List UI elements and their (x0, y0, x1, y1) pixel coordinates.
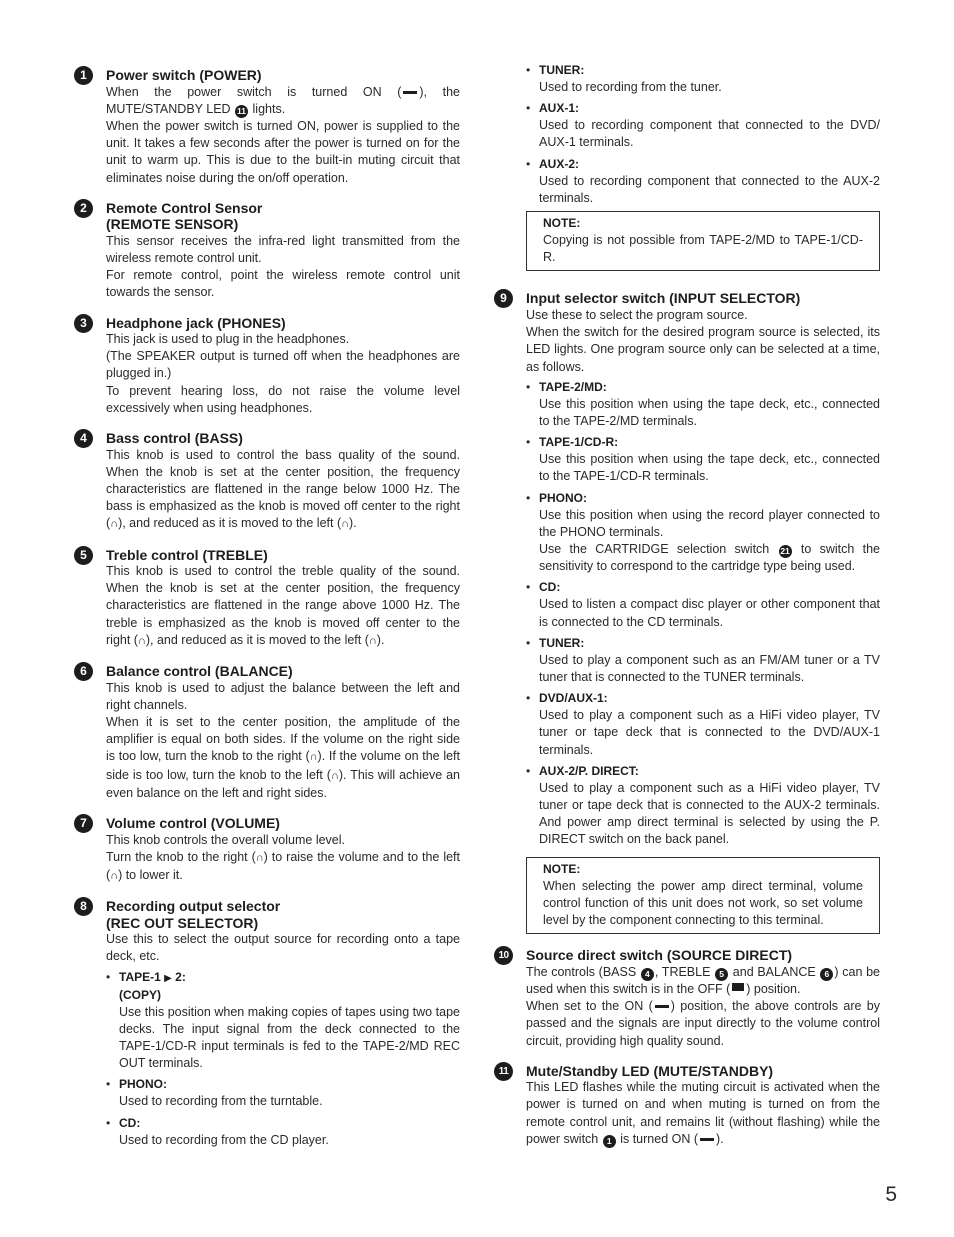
bullet-text: Used to recording from the turntable. (119, 1094, 323, 1109)
bullet-text: Use this position when using the tape deck, etc., connected to the TAPE-1/CD-R terminals. (539, 452, 880, 484)
list-item (106, 969, 460, 1073)
knob-left-icon: ∩ (330, 769, 339, 782)
paragraph: This knob controls the overall volume level. (106, 832, 346, 847)
knob-right-icon: ∩ (255, 851, 264, 864)
item-treble-control (74, 542, 460, 651)
list-item (526, 490, 880, 576)
item-number-badge: 3 (74, 314, 93, 333)
item-power-switch (74, 62, 460, 187)
item-title: Balance control (BALANCE) (106, 663, 293, 680)
paragraph: This knob is used to control the bass quality of the sound. When the knob is set at the center position, the frequency characteristics are flattened in the range below 1000 Hz. The bass is emphasized as the knob is moved off center to the right (∩), and reduced as it is moved to the left (∩). (106, 447, 460, 531)
bullet-label: • AUX-1: (539, 101, 580, 116)
paragraph: When set to the ON ( ) position, the above controls are by passed and the signals are input directly to the volume control circuit, providing high quality sound. (526, 999, 880, 1048)
paragraph: When it is set to the center position, the amplitude of the amplifier is equal on both sides. If the volume on the right side is too low, turn the knob to the right (∩). If the volume on the left side is too low, turn the knob to the left (∩). This will achieve an even balance on the left and right sides. (106, 714, 460, 800)
bullet-text: Use this position when making copies of tapes using two tape decks. The input signal from the deck connected to the TAPE-1/CD-R input terminals is fed to the TAPE-2/MD REC OUT terminals. (119, 1004, 460, 1071)
bullet-text: Used to listen a compact disc player or other component that is connected to the CD terminals. (539, 597, 880, 629)
item-number-badge: 10 (494, 946, 513, 965)
paragraph: This knob is used to control the treble quality of the sound. When the knob is set at the center position, the frequency characteristics are flattened in the range above 1000 Hz. The treble is emphasized as the knob is moved off center to the right (∩), and reduced as it is moved to the left (∩). (106, 564, 460, 647)
note-text: Copying is not possible from TAPE-2/MD to TAPE-1/CD-R. (543, 233, 863, 265)
bullet-label: • AUX-2/P. DIRECT: (539, 763, 639, 778)
item-number-badge: 1 (74, 66, 93, 85)
arrow-right-icon: ▶ (164, 972, 172, 984)
note-box (526, 211, 880, 271)
knob-right-icon: ∩ (110, 518, 119, 531)
reference-number-badge: 21 (780, 545, 790, 556)
bullet-text: Used to play a component such as a HiFi video player, TV tuner or tape deck that is connected to the AUX-2 terminals. And power amp direct terminal is selected by using the P. DIRECT switch on the back panel. (539, 780, 880, 847)
switch-on-symbol-icon (655, 1002, 669, 1008)
item-title: Bass control (BASS) (106, 430, 243, 447)
knob-right-icon: ∩ (137, 634, 146, 647)
bullet-text: Used to play a component such as a HiFi video player, TV tuner or tape deck that is connected to the DVD/AUX-1 terminals. (539, 708, 880, 757)
list-item (526, 690, 880, 759)
bullet-label: • TAPE-1 ▶ 2: (119, 969, 186, 984)
paragraph: To prevent hearing loss, do not raise the volume level excessively when using headphones. (106, 383, 460, 415)
paragraph: For remote control, point the wireless remote control unit towards the sensor. (106, 268, 460, 300)
item-number-badge: 4 (74, 429, 93, 448)
item-title: Volume control (VOLUME) (106, 815, 280, 831)
reference-number-badge: 11 (237, 105, 247, 116)
bullet-text: Used to recording from the tuner. (539, 80, 722, 94)
note-box (526, 857, 880, 935)
item-input-selector (494, 285, 880, 934)
paragraph: The controls (BASS 4 , TREBLE 5 and BALANCE 6 ) can be used when this switch is in the OFF ( ) position. (526, 964, 880, 996)
note-label: NOTE: (543, 216, 581, 231)
knob-left-icon: ∩ (341, 518, 350, 531)
knob-left-icon: ∩ (368, 634, 377, 647)
item-title: Remote Control Sensor (106, 199, 263, 216)
item-source-direct (494, 942, 880, 1050)
right-column (494, 62, 880, 1156)
paragraph: Use these to select the program source. (526, 307, 748, 322)
bullet-label: • TUNER: (539, 63, 585, 77)
left-column (74, 62, 460, 1157)
paragraph: This LED flashes while the muting circuit is activated when the power is turned on and when muting is turned on from the remote control unit, and remains lit (without flashing) while the power switch 1 is turned ON ( ). (526, 1080, 880, 1146)
item-title: Recording output selector (106, 898, 281, 915)
item-rec-out-selector (74, 893, 460, 1149)
list-item (526, 100, 880, 151)
item-balance-control (74, 658, 460, 802)
list-item (526, 763, 880, 849)
paragraph: This knob is used to adjust the balance between the left and right channels. (106, 680, 460, 712)
list-item (526, 635, 880, 686)
item-title: Mute/Standby LED (MUTE/STANDBY) (526, 1062, 774, 1079)
reference-number-badge: 4 (641, 968, 654, 981)
item-title: Input selector switch (INPUT SELECTOR) (526, 290, 801, 307)
item-number-badge: 6 (74, 662, 93, 681)
paragraph: When the power switch is turned ON ( ), the MUTE/STANDBY LED 11 lights. (106, 84, 460, 116)
item-number-badge: 2 (74, 199, 93, 218)
reference-number-badge: 5 (715, 968, 728, 981)
bullet-label: • TUNER: (539, 635, 585, 650)
item-title: Power switch (POWER) (106, 67, 262, 83)
knob-right-icon: ∩ (309, 751, 318, 764)
paragraph: This sensor receives the infra-red light transmitted from the wireless remote control unit. (106, 233, 460, 265)
rec-out-continued (494, 62, 880, 271)
item-volume-control (74, 810, 460, 885)
list-item (526, 156, 880, 207)
bullet-label: • TAPE-2/MD: (539, 379, 607, 394)
item-title: (REMOTE SENSOR) (106, 216, 239, 233)
bullet-list (526, 62, 880, 207)
list-item (526, 579, 880, 630)
list-item (526, 434, 880, 485)
paragraph: (The SPEAKER output is turned off when the headphones are plugged in.) (106, 349, 460, 381)
item-title: (REC OUT SELECTOR) (106, 914, 259, 931)
knob-left-icon: ∩ (110, 869, 119, 882)
paragraph: Turn the knob to the right (∩) to raise the volume and to the left (∩) to lower it. (106, 849, 460, 882)
bullet-label: • PHONO: (119, 1077, 167, 1092)
item-number-badge: 9 (494, 289, 513, 308)
bullet-label: • CD: (539, 580, 561, 595)
list-item (526, 62, 880, 96)
bullet-label: • PHONO: (539, 490, 587, 505)
list-item (106, 1076, 460, 1110)
reference-number-badge: 1 (603, 1135, 616, 1148)
item-title: Headphone jack (PHONES) (106, 314, 286, 331)
item-title: Treble control (TREBLE) (106, 546, 268, 563)
power-on-symbol-icon (700, 1135, 714, 1141)
reference-number-badge: 6 (820, 968, 833, 981)
note-label: NOTE: (543, 861, 581, 876)
bullet-label: • DVD/AUX-1: (539, 691, 608, 706)
bullet-text: Used to recording component that connected to the DVD/ AUX-1 terminals. (539, 118, 880, 150)
list-item (526, 379, 880, 430)
item-number-badge: 11 (494, 1062, 513, 1081)
paragraph: Use this to select the output source for recording onto a tape deck, etc. (106, 932, 460, 964)
bullet-text: Use this position when using the tape deck, etc., connected to the TAPE-2/MD terminals. (539, 396, 880, 428)
list-item (106, 1115, 460, 1149)
note-text: When selecting the power amp direct terminal, volume control function of this unit does not work, so set volume level by the component connecting to this terminal. (543, 878, 863, 927)
bullet-list (106, 969, 460, 1149)
item-bass-control (74, 425, 460, 534)
item-headphone-jack (74, 310, 460, 418)
bullet-label: • AUX-2: (539, 156, 580, 171)
page-number: 5 (885, 1183, 897, 1206)
bullet-text: Use this position when using the record player connected to the PHONO terminals. (539, 507, 880, 539)
item-title: Source direct switch (SOURCE DIRECT) (526, 947, 793, 964)
bullet-text: Use the CARTRIDGE selection switch 21 to switch the sensitivity to correspond to the cartridge type being used. (539, 541, 880, 574)
bullet-list (526, 379, 880, 849)
item-number-badge: 5 (74, 546, 93, 565)
paragraph: When the switch for the desired program source is selected, its LED lights. One program source only can be selected at a time, as follows. (526, 325, 880, 374)
item-remote-sensor (74, 195, 460, 302)
bullet-label: • TAPE-1/CD-R: (539, 435, 619, 450)
item-number-badge: 8 (74, 897, 93, 916)
item-number-badge: 7 (74, 814, 93, 833)
bullet-text: Used to recording from the CD player. (119, 1132, 329, 1147)
switch-off-symbol-icon (732, 983, 744, 991)
bullet-label: (COPY) (119, 987, 161, 1002)
item-mute-standby-led (494, 1058, 880, 1148)
bullet-label: • CD: (119, 1115, 141, 1130)
paragraph: When the power switch is turned ON, power is supplied to the unit. It takes a few seconds after the power is turned on for the unit to warm up. This is due to the built-in muting circuit that eliminates noise during the on/off operation. (106, 118, 460, 185)
power-on-symbol-icon (403, 88, 417, 94)
bullet-text: Used to play a component such as an FM/AM tuner or a TV tuner that is connected to the TUNER terminals. (539, 652, 880, 684)
bullet-text: Used to recording component that connected to the AUX-2 terminals. (539, 173, 880, 205)
paragraph: This jack is used to plug in the headphones. (106, 332, 350, 347)
